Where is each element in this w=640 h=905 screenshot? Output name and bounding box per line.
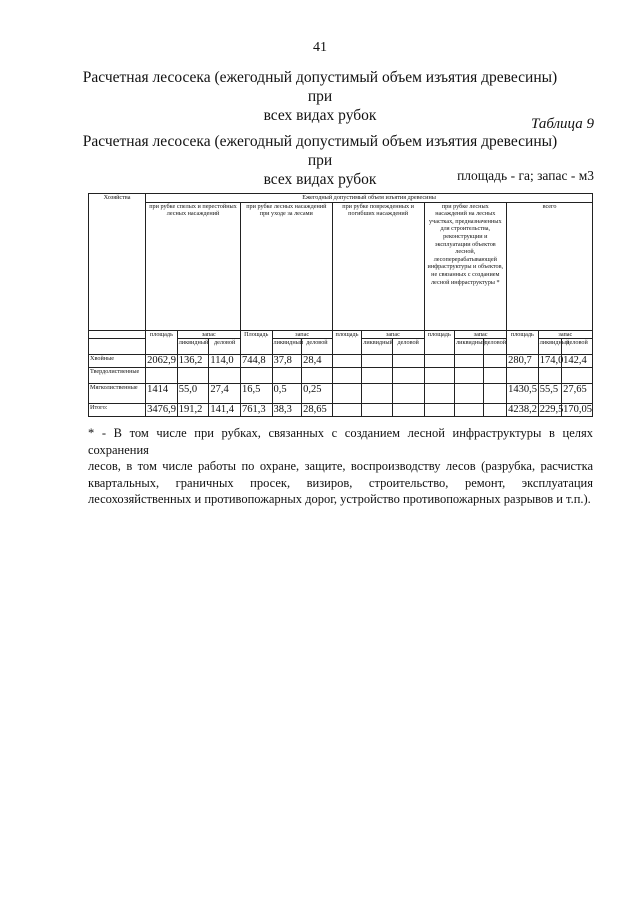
table-cell [538, 368, 561, 384]
table-cell [455, 404, 484, 417]
table-cell [362, 368, 393, 384]
table-cell [392, 404, 424, 417]
header-liquid: ликвидный [362, 339, 393, 355]
table-cell [483, 404, 506, 417]
table-cell [392, 368, 424, 384]
document-heading [80, 68, 560, 125]
table-cell [483, 355, 506, 368]
table-cell: 0,5 [272, 384, 302, 404]
table-cell: 38,3 [272, 404, 302, 417]
header-liquid: ликвидный [538, 339, 561, 355]
heading-line: Расчетная лесосека (ежегодный допустимый объем изъятия древесины) при [82, 69, 558, 105]
table-cell [272, 368, 302, 384]
row-label: Твердолиственные [89, 368, 146, 384]
table-cell: 141,4 [209, 404, 241, 417]
table-cell [362, 355, 393, 368]
header-area: Площадь [240, 330, 272, 355]
table-title-line: Расчетная лесосека (ежегодный допустимый объем изъятия древесины) при [82, 133, 558, 169]
table-cell [209, 368, 241, 384]
header-business: деловой [302, 339, 333, 355]
header-group-mature: при рубке спелых и перестойных лесных насаждений [146, 202, 241, 330]
table-row [89, 384, 593, 404]
header-area: площадь [507, 330, 539, 355]
table-cell [455, 384, 484, 404]
table-cell [562, 368, 593, 384]
table-cell [424, 355, 455, 368]
table-cell: 744,8 [240, 355, 272, 368]
table-cell [483, 368, 506, 384]
table-cell: 1414 [146, 384, 178, 404]
footnote-line: * - В том числе при рубках, связанных с созданием лесной инфраструктуры в целях сохранения [88, 426, 593, 457]
table-cell: 55,0 [177, 384, 209, 404]
row-label: Хвойные [89, 355, 146, 368]
header-area: площадь [332, 330, 362, 355]
header-business: деловой [392, 339, 424, 355]
header-stock: запас [272, 330, 332, 339]
table-cell: 28,4 [302, 355, 333, 368]
header-liquid: ликвидный [455, 339, 484, 355]
table-cell [332, 404, 362, 417]
heading-line: всех видах рубок [263, 107, 377, 124]
header-liquid: ликвидный [272, 339, 302, 355]
header-stock: запас [538, 330, 592, 339]
table-cell [362, 404, 393, 417]
table-cell [424, 404, 455, 417]
table-cell [146, 368, 178, 384]
footnote-line: лесов, в том числе работы по охране, защите, воспроизводству лесов (разрубка, расчистка [88, 459, 593, 473]
footnote-line: лесохозяйственных и противопожарных дорог, устройство противопожарных разрывов и т.п.). [88, 492, 591, 506]
row-label: Мягколиственные [89, 384, 146, 404]
table-cell [362, 384, 393, 404]
table-number: Таблица 9 [531, 116, 594, 132]
footnote [88, 425, 593, 508]
table-cell [424, 384, 455, 404]
table-cell: 37,8 [272, 355, 302, 368]
table-cell: 174,0 [539, 355, 564, 367]
table-cell: 3476,9 [147, 404, 176, 416]
header-stock: запас [362, 330, 424, 339]
table-cell: 191,2 [177, 404, 209, 417]
table-cell: 16,5 [240, 384, 272, 404]
header-area: площадь [424, 330, 455, 355]
header-group-infrastructure: при рубке лесных насаждений на лесных участках, предназначенных для строительства, реконструкции и эксплуатации объектов лесной, лесоперерабатывающей инфраструктуры и объектов, не связанных с созданием лесной инфраструктуры * [424, 202, 507, 330]
table-cell [240, 368, 272, 384]
table-row [89, 368, 593, 384]
table-cell: 55,5 [538, 384, 561, 404]
table-cell: 28,65 [302, 404, 333, 417]
page-number: 41 [313, 40, 327, 55]
table-cell [455, 355, 484, 368]
table-cell [392, 384, 424, 404]
header-stock: запас [177, 330, 240, 339]
table-title-line: всех видах рубок [263, 171, 377, 188]
header-business: деловой [483, 339, 506, 355]
table-cell: 170,05 [563, 404, 593, 416]
table-cell: 136,2 [177, 355, 209, 368]
header-farm: Хозяйства [89, 194, 146, 331]
table-cell [332, 368, 362, 384]
table-cell [177, 368, 209, 384]
table-cell: 114,0 [209, 355, 241, 368]
units-note: площадь - га; запас - м3 [457, 168, 594, 183]
table-cell [302, 368, 333, 384]
footnote-line: квартальных, граничных просек, визиров, строительство, ремонт, эксплуатация [88, 475, 593, 490]
header-annual-volume: Ежегодный допустимый объем изъятия древесины [146, 194, 593, 203]
header-area: площадь [146, 330, 178, 355]
table-row [89, 404, 593, 417]
table-cell: 2062,9 [147, 355, 176, 367]
table-cell: 0,25 [302, 384, 333, 404]
table-cell [507, 368, 539, 384]
table-row [89, 355, 593, 368]
table-cell [332, 355, 362, 368]
table-cell [455, 368, 484, 384]
header-liquid: ликвидный [177, 339, 209, 355]
allowable-cut-table [88, 193, 593, 417]
table-cell: 142,4 [562, 355, 593, 368]
table-cell: 27,4 [209, 384, 241, 404]
header-stock: запас [455, 330, 507, 339]
table-cell: 229,5 [539, 404, 564, 416]
table-cell [483, 384, 506, 404]
header-group-total: всего [507, 202, 593, 330]
table-cell: 761,3 [240, 404, 272, 417]
header-group-thinning: при рубке лесных насаждений при уходе за лесами [240, 202, 332, 330]
header-business: деловой [562, 339, 593, 355]
table-cell: 27,65 [562, 384, 593, 404]
table-cell [332, 384, 362, 404]
table-cell: 1430,5 [507, 384, 539, 404]
table-cell [424, 368, 455, 384]
table-cell: 4238,2 [508, 404, 537, 416]
header-group-damaged: при рубке поврежденных и погибших насаждений [332, 202, 424, 330]
table-cell [392, 355, 424, 368]
table-cell: 280,7 [507, 355, 539, 368]
row-label: Итого: [89, 404, 146, 417]
header-business: деловой [209, 339, 241, 355]
